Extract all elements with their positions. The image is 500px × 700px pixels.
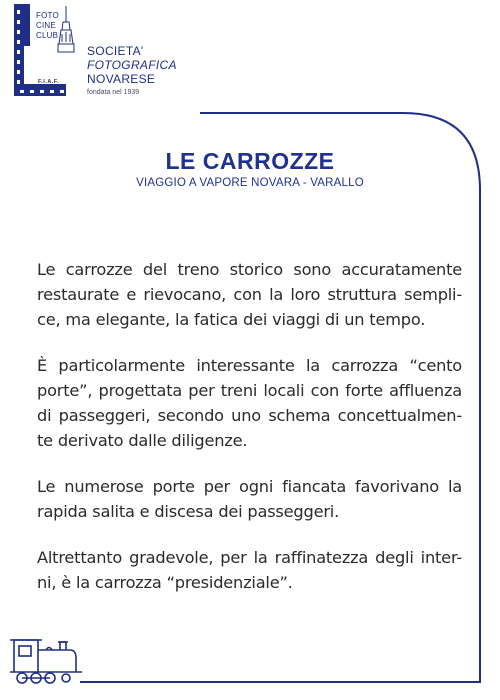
founded-date: fondata nel 1939 bbox=[87, 89, 140, 96]
steam-locomotive-icon bbox=[10, 640, 82, 683]
logo-line-foto: FOTO bbox=[36, 11, 59, 20]
body-text bbox=[37, 257, 462, 616]
page-subtitle: VIAGGIO A VAPORE NOVARA - VARALLO bbox=[136, 177, 364, 189]
logo-line-club: CLUB bbox=[36, 31, 59, 40]
org-name-line-2: FOTOGRAFICA bbox=[87, 58, 177, 72]
logo-fiaf: F.I.A.F. bbox=[38, 79, 60, 85]
club-logo bbox=[0, 0, 200, 115]
org-name-line-3: NOVARESE bbox=[87, 72, 156, 86]
org-name-line-1: SOCIETA' bbox=[87, 44, 144, 58]
page-title: LE CARROZZE bbox=[165, 148, 335, 174]
paragraph-2: È particolarmente interessante la carrozza “cento porte”, progettata per treni locali con forte affluenza di passeggeri, secondo uno schema concettualmen-te derivato dalle diligenze. bbox=[37, 356, 462, 450]
logo-line-cine: CINE bbox=[36, 21, 56, 30]
paragraph-1: Le carrozze del treno storico sono accuratamente restaurate e rievocano, con la loro struttura sempli-ce, ma elegante, la fatica dei viaggi di un tempo. bbox=[37, 260, 462, 329]
paragraph-4: Altrettanto gradevole, per la raffinatezza degli inter-ni, è la carrozza “presidenziale”. bbox=[37, 548, 462, 592]
paragraph-3: Le numerose porte per ogni fiancata favorivano la rapida salita e discesa dei passeggeri. bbox=[37, 477, 462, 521]
